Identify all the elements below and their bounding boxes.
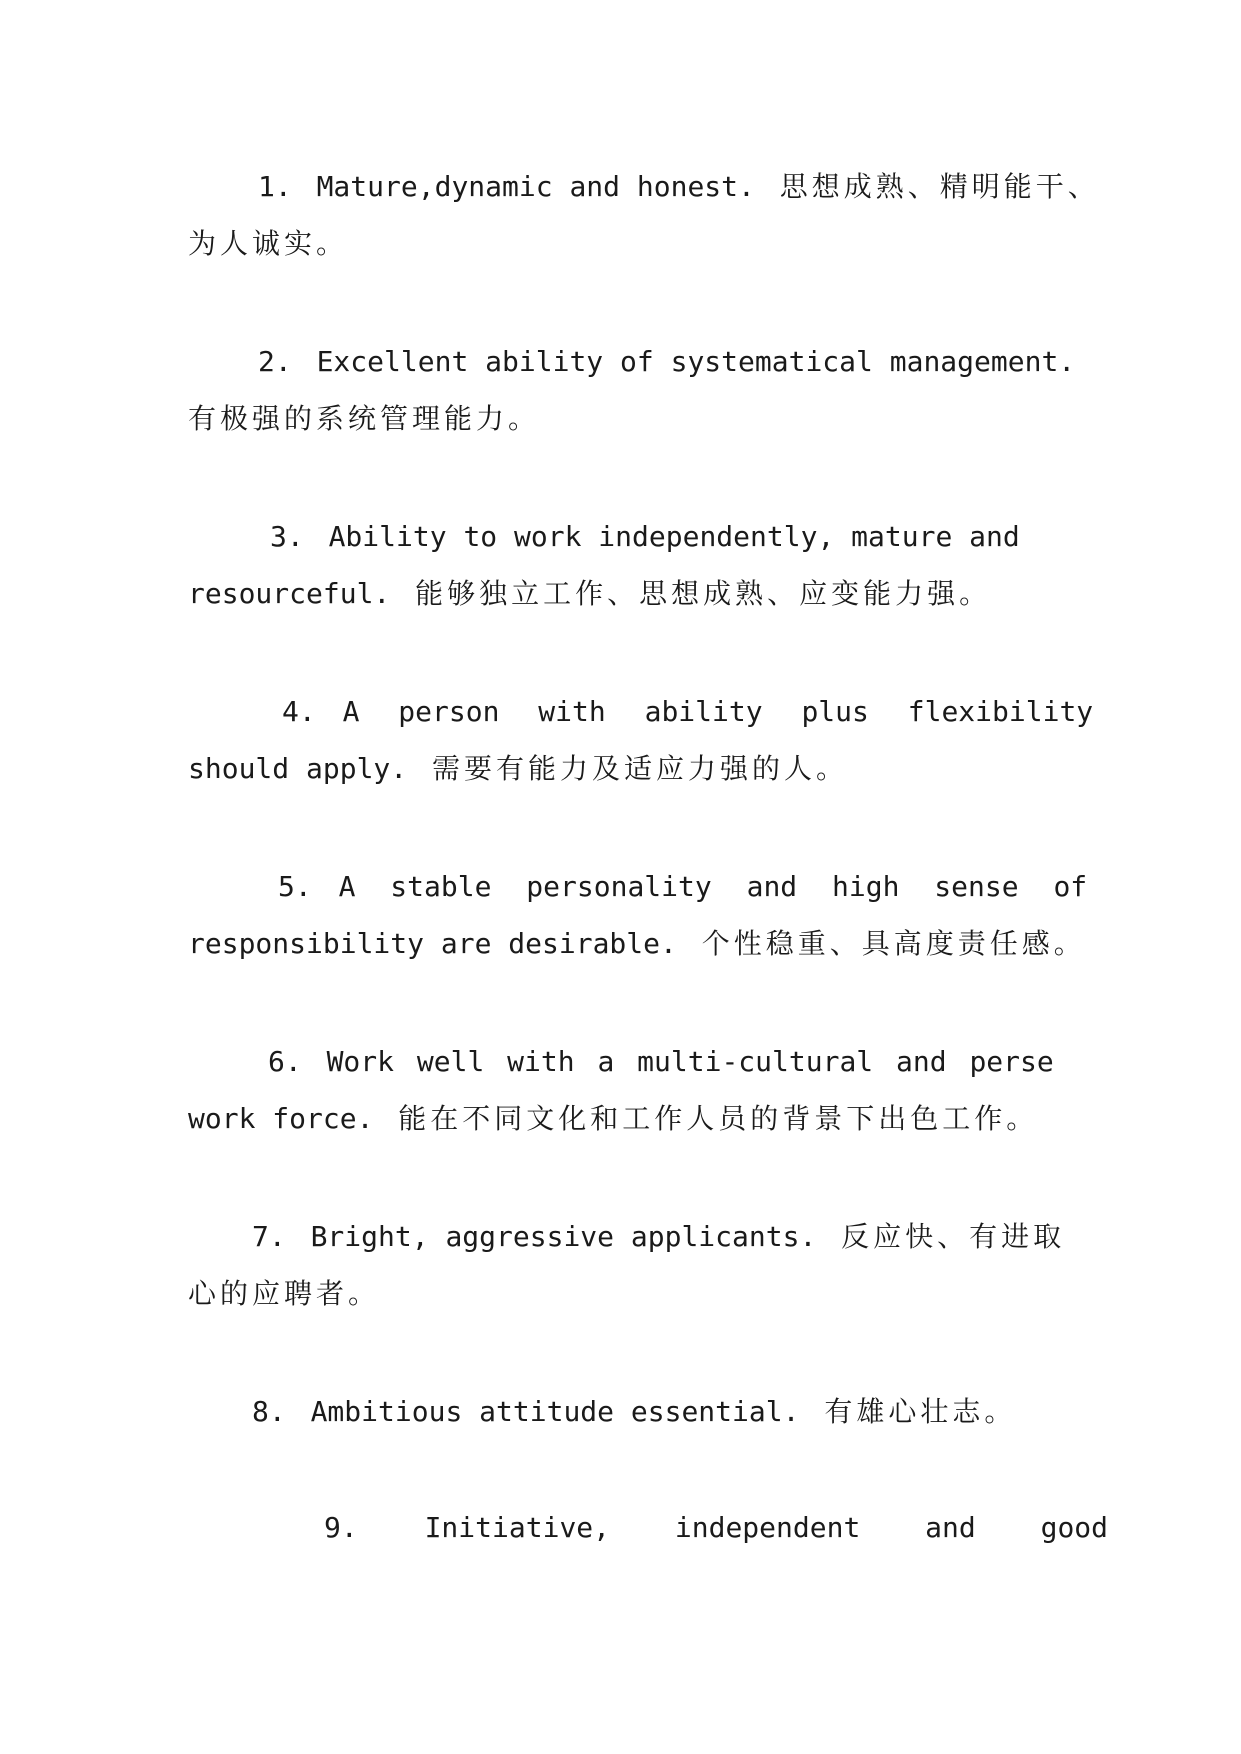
item-chinese-continuation: 为人诚实。 [188, 227, 349, 260]
item-line-1 [188, 158, 1100, 215]
item-line-2 [188, 740, 1050, 797]
item-number: 6. [268, 1045, 302, 1078]
item-english-continuation: should apply. [188, 752, 408, 785]
item-english-text: Ability to work independently, mature and [328, 520, 1020, 553]
item-english-text: Ambitious attitude essential. [310, 1395, 800, 1428]
item-english-text: A person with ability plus flexibility [342, 695, 1094, 728]
item-line-2 [188, 565, 1050, 622]
list-item [188, 858, 1088, 972]
item-english-text: Mature,dynamic and honest. [316, 170, 755, 203]
item-chinese-text: 反应快、有进取 [841, 1220, 1066, 1253]
item-line-2 [188, 1265, 1050, 1322]
item-english-continuation: resourceful. [188, 577, 391, 610]
item-english-text: Work well with a multi-cultural and perse [326, 1045, 1054, 1078]
item-number: 7. [252, 1220, 286, 1253]
item-number: 2. [258, 345, 292, 378]
item-number: 1. [258, 170, 292, 203]
item-english-text: A stable personality and high sense of [338, 870, 1088, 903]
item-english-text: Initiative, independent and good [424, 1511, 1109, 1544]
item-line-2 [188, 215, 1050, 272]
item-english-continuation: work force. [188, 1102, 374, 1135]
list-item [188, 1499, 1109, 1556]
item-chinese-continuation: 有极强的系统管理能力。 [188, 402, 541, 435]
item-number: 5. [278, 870, 312, 903]
item-english-text: Excellent ability of systematical management. [316, 345, 1076, 378]
list-item [188, 158, 1100, 272]
list-item [188, 1208, 1066, 1322]
list-item [188, 1383, 1050, 1440]
item-chinese-text: 有雄心壮志。 [824, 1395, 1017, 1428]
item-chinese-text: 思想成熟、精明能干、 [779, 170, 1100, 203]
item-english-continuation: responsibility are desirable. [188, 927, 677, 960]
item-chinese-text: 能在不同文化和工作人员的背景下出色工作。 [398, 1102, 1039, 1135]
item-line-1 [188, 858, 1088, 915]
item-english-text: Bright, aggressive applicants. [310, 1220, 817, 1253]
item-chinese-text: 能够独立工作、思想成熟、应变能力强。 [415, 577, 992, 610]
list-item [188, 333, 1076, 447]
item-line-2 [188, 915, 1086, 972]
item-number: 3. [270, 520, 304, 553]
item-line-1 [188, 1033, 1054, 1090]
item-line-1 [188, 508, 1050, 565]
item-chinese-text: 个性稳重、具高度责任感。 [701, 927, 1086, 960]
item-number: 8. [252, 1395, 286, 1428]
list-item [188, 1033, 1054, 1147]
item-line-2 [188, 1090, 1050, 1147]
item-chinese-continuation: 心的应聘者。 [188, 1277, 381, 1310]
item-line-1 [188, 1499, 1109, 1556]
item-line-1 [188, 1208, 1066, 1265]
item-number: 9. [324, 1511, 358, 1544]
list-item [188, 683, 1094, 797]
item-line-1 [188, 333, 1076, 390]
item-line-2 [188, 390, 1050, 447]
item-line-1 [188, 683, 1094, 740]
list-item [188, 508, 1050, 622]
item-chinese-text: 需要有能力及适应力强的人。 [432, 752, 849, 785]
item-number: 4. [282, 695, 316, 728]
item-line-1 [188, 1383, 1050, 1440]
